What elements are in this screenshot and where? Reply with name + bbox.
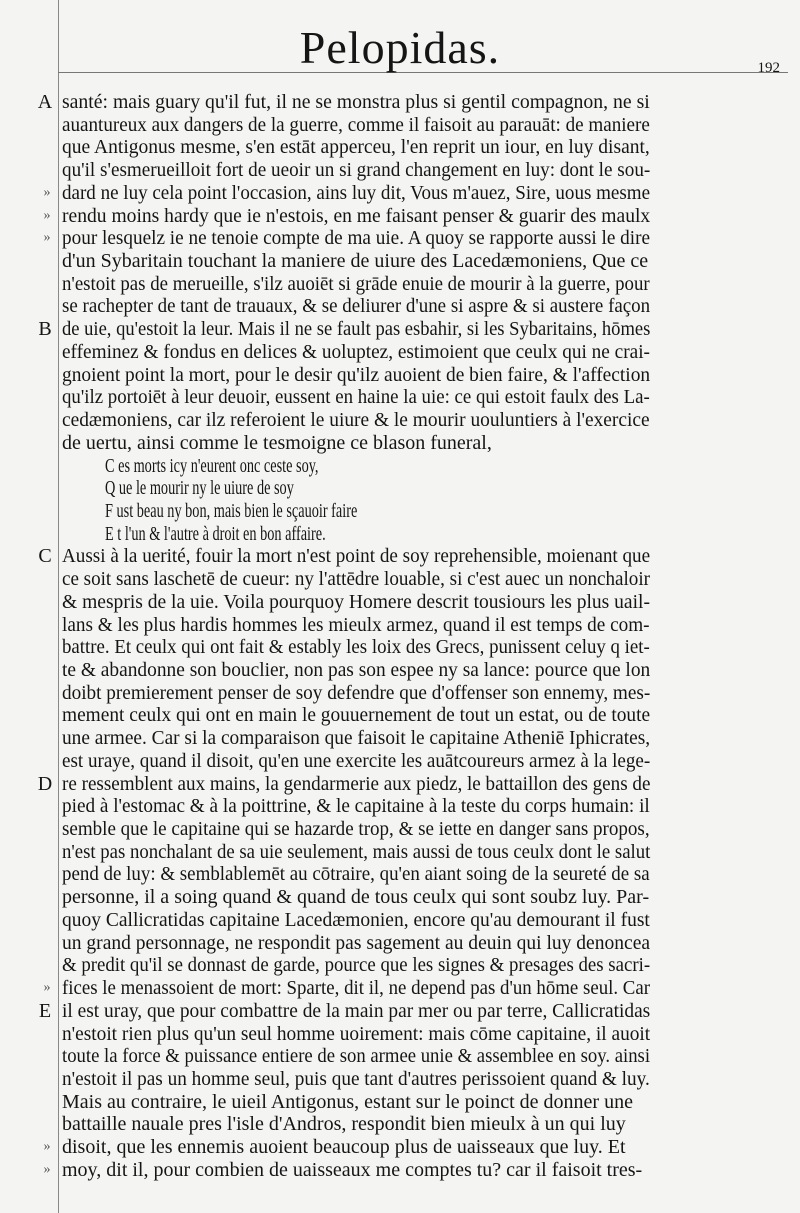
text-line: n'est pas nonchalant de sa uie seulement, mais aussi de tous ceulx dont le salut: [62, 840, 651, 863]
text-line: disoit, que les ennemis auoient beaucoup plus de uaisseaux que luy. Et: [62, 1136, 626, 1159]
text-line: de uie, qu'estoit la leur. Mais il ne se fault pas esbahir, si les Sybaritains, hōmes: [62, 318, 651, 341]
text-line: que Antigonus mesme, s'en estāt apperceu, l'en reprit un iour, en luy disant,: [62, 136, 650, 159]
text-line: rendu moins hardy que ie n'estois, en me faisant penser & guarir des maulx: [62, 204, 651, 227]
text-line: quoy Callicratidas capitaine Lacedæmonien, encore qu'au demourant il fust: [62, 908, 650, 931]
section-letter: C: [38, 545, 52, 568]
text-line: & predit qu'il se donnast de garde, pource que les signes & presages des sacri-: [62, 954, 651, 977]
quotation-marker: »: [43, 1161, 51, 1177]
section-letter: B: [38, 318, 52, 341]
verse-line: Q ue le mourir ny le uiure de soy: [105, 477, 294, 500]
text-line: il est uray, que pour combattre de la main par mer ou par terre, Callicratidas: [62, 999, 651, 1022]
quotation-marker: »: [43, 184, 51, 200]
text-line: de uertu, ainsi comme le tesmoigne ce blason funeral,: [62, 431, 492, 454]
text-line: doibt premierement penser de soy defendre que d'offenser son ennemy, mes-: [62, 681, 651, 704]
text-line: qu'ilz portoiēt à leur deuoir, eussent en haine la uie: ce qui estoit faulx des La-: [62, 386, 650, 409]
text-line: cedæmoniens, car ilz referoient le uiure & le mourir uouluntiers à l'exercice: [62, 409, 650, 432]
text-line: lans & les plus hardis hommes les mieulx armez, quand il est temps de com-: [62, 613, 650, 636]
text-line: te & abandonne son bouclier, non pas son espee ny sa lance: pource que lon: [62, 659, 651, 681]
text-line: fices le menassoient de mort: Sparte, dit il, ne depend pas d'un hōme seul. Car: [62, 977, 651, 1000]
text-line: n'estoit pas de merueille, s'ilz auoiēt si grāde enuie de mourir à la guerre, pour: [62, 272, 650, 295]
section-letter: A: [37, 91, 53, 113]
text-line: toute la force & puissance entiere de son armee unie & assemblee en soy. ainsi: [62, 1045, 651, 1068]
text-line: pour lesquelz ie ne tenoie compte de ma uie. A quoy se rapporte aussi le dire: [62, 227, 651, 250]
quotation-marker: »: [43, 207, 51, 223]
text-line: Mais au contraire, le uieil Antigonus, estant sur le poinct de donner une: [62, 1090, 633, 1113]
folio-number: 192: [757, 60, 780, 76]
text-line: & mespris de la uie. Voila pourquoy Homere descrit tousiours les plus uail-: [62, 590, 650, 613]
text-line: une armee. Car si la comparaison que faisoit le capitaine Atheniē Iphicrates,: [62, 727, 651, 750]
text-line: n'estoit rien plus qu'un seul homme uoirement: mais cōme capitaine, il auoit: [62, 1022, 651, 1045]
section-letter: E: [38, 999, 52, 1022]
text-line: gnoient point la mort, pour le desir qu'ilz auoient de bien faire, & l'affection: [62, 363, 651, 386]
quotation-marker: »: [43, 230, 51, 246]
text-line: moy, dit il, pour combien de uaisseaux me comptes tu? car il faisoit tres-: [62, 1158, 643, 1181]
text-line: ce soit sans laschetē de cueur: ny l'attēdre louable, si c'est auec un nonchaloir: [62, 568, 650, 591]
text-line: un grand personnage, ne respondit pas sagement au deuin qui luy denoncea: [62, 931, 651, 954]
text-line: effeminez & fondus en delices & uoluptez, estimoient que ceulx qui ne crai-: [62, 340, 650, 363]
text-line: est uraye, quand il disoit, qu'en une exercite les auātcoureurs armez à la lege-: [62, 749, 651, 772]
quotation-marker: »: [43, 1139, 51, 1155]
verse-line: C es morts icy n'eurent onc ceste soy,: [105, 454, 319, 477]
text-line: pied à l'estomac & à la poittrine, & le capitaine à la teste du corps humain: il: [62, 795, 650, 818]
text-line: mement ceulx qui ont en main le gouuernement de tout un estat, ou de toute: [62, 704, 651, 727]
text-line: d'un Sybaritain touchant la maniere de uiure des Lacedæmoniens, Que ce: [62, 250, 649, 273]
quotation-marker: »: [43, 980, 51, 996]
text-line: personne, il a soing quand & quand de tous ceulx qui sont soubz luy. Par-: [62, 886, 650, 909]
text-line: semble que le capitaine qui se hazarde trop, & se iette en danger sans propos,: [62, 818, 650, 841]
text-line: auantureux aux dangers de la guerre, comme il faisoit au parauāt: de maniere: [62, 113, 650, 136]
text-line: dard ne luy cela point l'occasion, ains luy dit, Vous m'auez, Sire, uous mesme: [62, 181, 651, 204]
left-margin-rule: [58, 0, 59, 1213]
text-line: battaille nauale pres l'isle d'Andros, respondit bien mieulx à un qui luy: [62, 1113, 626, 1136]
section-letter: D: [37, 772, 53, 795]
text-line: Aussi à la uerité, fouir la mort n'est point de soy reprehensible, moienant que: [62, 545, 651, 568]
text-line: pend de luy: & semblablemēt au cōtraire, qu'en aiant soing de la seureté de sa: [62, 863, 650, 886]
text-line: qu'il s'esmerueilloit fort de ueoir un si grand changement en luy: dont le sou-: [62, 159, 651, 182]
text-line: santé: mais guary qu'il fut, il ne se monstra plus si gentil compagnon, ne si: [62, 91, 650, 113]
running-title: Pelopidas.: [299, 22, 501, 73]
text-line: n'estoit il pas un homme seul, puis que tant d'autres perissoient quand & luy.: [62, 1067, 650, 1090]
text-line: battre. Et ceulx qui ont fait & estably les loix des Grecs, punissent celuy q iet-: [62, 636, 650, 659]
text-line: se rachepter de tant de trauaux, & se deliurer d'une si aspre & si austere façon: [62, 295, 651, 318]
verse-line: F ust beau ny bon, mais bien le sçauoir faire: [105, 499, 358, 522]
text-line: re ressemblent aux mains, la gendarmerie aux piedz, le battaillon des gens de: [62, 772, 651, 795]
verse-line: E t l'un & l'autre à droit en bon affaire.: [105, 522, 326, 545]
